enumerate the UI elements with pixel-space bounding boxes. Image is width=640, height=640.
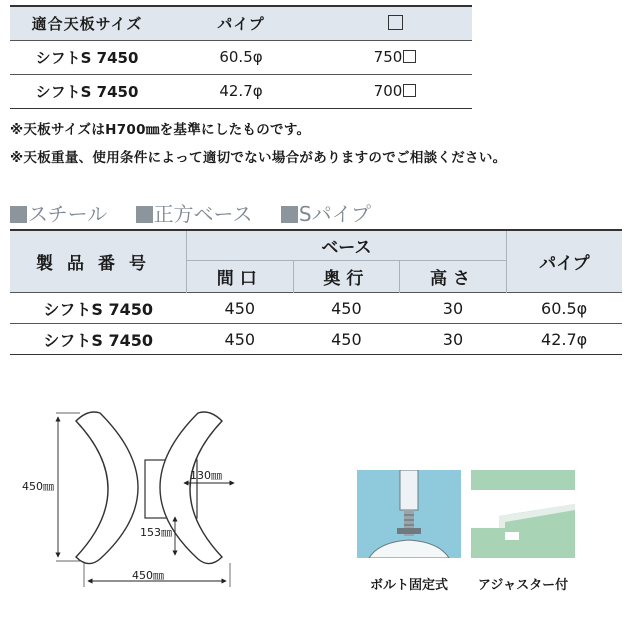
square-bullet-icon: [136, 206, 153, 223]
square-icon: [388, 15, 403, 30]
note-consult: ※天板重量、使用条件によって適切でない場合がありますのでご相談ください。: [10, 150, 507, 166]
dim-center-label: 153㎜: [140, 526, 172, 539]
note-top-size: ※天板サイズはH700㎜を基準にしたものです。: [10, 122, 311, 138]
option-label: ボルト固定式: [369, 578, 448, 593]
table-header-row: [10, 230, 622, 261]
bolt-fixed-icon: [357, 470, 461, 566]
header-base: ベース: [187, 230, 507, 261]
spec-table: [10, 229, 622, 355]
pipe-cell: 60.5φ: [164, 40, 318, 74]
table-row: [10, 40, 472, 74]
model-cell: シフトS 7450: [10, 324, 187, 355]
header-height: 高さ: [400, 261, 507, 293]
model-cell: シフトS 7450: [10, 40, 164, 74]
square-bullet-icon: [10, 206, 27, 223]
dim-height-label: 450㎜: [22, 480, 54, 493]
table-row: [10, 324, 622, 355]
model-cell: シフトS 7450: [10, 74, 164, 108]
base-dimension-diagram: [20, 395, 280, 595]
header-top-size: 適合天板サイズ: [10, 6, 164, 40]
legend-label: Sパイプ: [298, 202, 372, 226]
legend-label: 正方ベース: [153, 202, 253, 226]
depth-cell: 450: [293, 324, 400, 355]
header-width: 間口: [187, 261, 294, 293]
size-cell: [318, 40, 472, 74]
square-icon: [403, 84, 416, 97]
legend-label: スチール: [28, 202, 108, 226]
pipe-cell: 60.5φ: [506, 293, 622, 324]
dim-gap-label: 130㎜: [190, 469, 222, 482]
header-product-number: 製品番号: [10, 230, 187, 293]
material-legend: [10, 198, 393, 227]
table-header-row: [10, 6, 472, 40]
table-row: [10, 293, 622, 324]
depth-cell: 450: [293, 293, 400, 324]
size-value: 750: [373, 48, 403, 66]
option-adjuster: [471, 470, 575, 593]
base-left-arm: [76, 412, 138, 564]
width-cell: 450: [187, 324, 294, 355]
header-pipe: パイプ: [506, 230, 622, 293]
pipe-cell: 42.7φ: [506, 324, 622, 355]
legend-steel: [10, 202, 107, 226]
square-icon: [403, 50, 416, 63]
square-bullet-icon: [281, 206, 298, 223]
option-label: アジャスター付: [477, 578, 569, 593]
legend-square-base: [136, 202, 253, 226]
pipe-cell: 42.7φ: [164, 74, 318, 108]
adjuster-icon: [471, 470, 575, 566]
height-cell: 30: [400, 293, 507, 324]
model-cell: シフトS 7450: [10, 293, 187, 324]
dim-width-label: 450㎜: [132, 569, 164, 582]
header-depth: 奥行: [293, 261, 400, 293]
width-cell: 450: [187, 293, 294, 324]
option-bolt-fixed: [357, 470, 461, 593]
top-size-table: [10, 5, 472, 109]
header-pipe: パイプ: [164, 6, 318, 40]
legend-s-pipe: [281, 202, 371, 226]
height-cell: 30: [400, 324, 507, 355]
size-cell: [318, 74, 472, 108]
size-value: 700: [373, 82, 403, 100]
table-row: [10, 74, 472, 108]
header-square: [318, 6, 472, 40]
